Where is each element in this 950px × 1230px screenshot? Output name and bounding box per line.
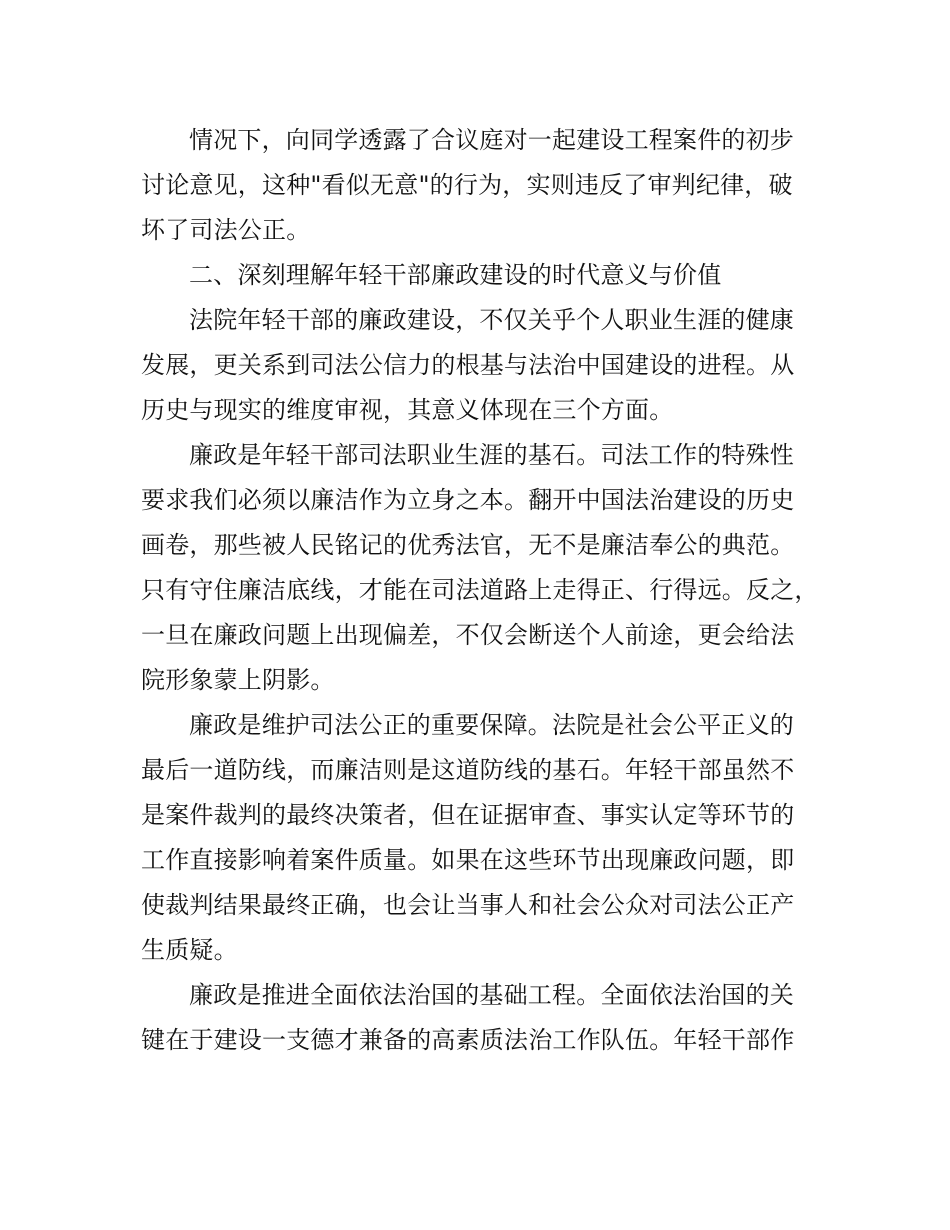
heading-text: 二、深刻理解年轻干部廉政建设的时代意义与价值 xyxy=(189,261,722,289)
paragraph xyxy=(141,433,831,703)
text-line: 键在于建设一支德才兼备的高素质法治工作队伍。年轻干部作 xyxy=(141,1026,795,1054)
section-heading xyxy=(141,253,831,298)
text-line: 一旦在廉政问题上出现偏差，不仅会断送个人前途，更会给法 xyxy=(141,621,795,649)
text-line: 廉政是推进全面依法治国的基础工程。全面依法治国的关 xyxy=(189,981,794,1009)
text-line: 生质疑。 xyxy=(141,936,238,964)
text-line: 要求我们必须以廉洁作为立身之本。翻开中国法治建设的历史 xyxy=(141,486,795,514)
text-line: 坏了司法公正。 xyxy=(141,216,311,244)
paragraph xyxy=(141,298,831,433)
text-line: 是案件裁判的最终决策者，但在证据审查、事实认定等环节的 xyxy=(141,801,795,829)
text-line: 工作直接影响着案件质量。如果在这些环节出现廉政问题，即 xyxy=(141,846,795,874)
document-body xyxy=(141,118,831,1063)
text-line: 发展，更关系到司法公信力的根基与法治中国建设的进程。从 xyxy=(141,351,795,379)
text-line: 廉政是维护司法公正的重要保障。法院是社会公平正义的 xyxy=(189,711,794,739)
text-line: 画卷，那些被人民铭记的优秀法官，无不是廉洁奉公的典范。 xyxy=(141,531,795,559)
text-line: 法院年轻干部的廉政建设，不仅关乎个人职业生涯的健康 xyxy=(189,306,794,334)
text-line: 廉政是年轻干部司法职业生涯的基石。司法工作的特殊性 xyxy=(189,441,794,469)
text-line: 讨论意见，这种"看似无意"的行为，实则违反了审判纪律，破 xyxy=(141,171,793,199)
text-line: 院形象蒙上阴影。 xyxy=(141,666,335,694)
text-line: 历史与现实的维度审视，其意义体现在三个方面。 xyxy=(141,396,674,424)
paragraph-continuation xyxy=(141,118,831,253)
text-line: 情况下，向同学透露了合议庭对一起建设工程案件的初步 xyxy=(189,126,794,154)
paragraph xyxy=(141,703,831,973)
text-line: 只有守住廉洁底线，才能在司法道路上走得正、行得远。反之， xyxy=(141,576,819,604)
text-line: 使裁判结果最终正确，也会让当事人和社会公众对司法公正产 xyxy=(141,891,795,919)
paragraph xyxy=(141,973,831,1063)
text-line: 最后一道防线，而廉洁则是这道防线的基石。年轻干部虽然不 xyxy=(141,756,795,784)
